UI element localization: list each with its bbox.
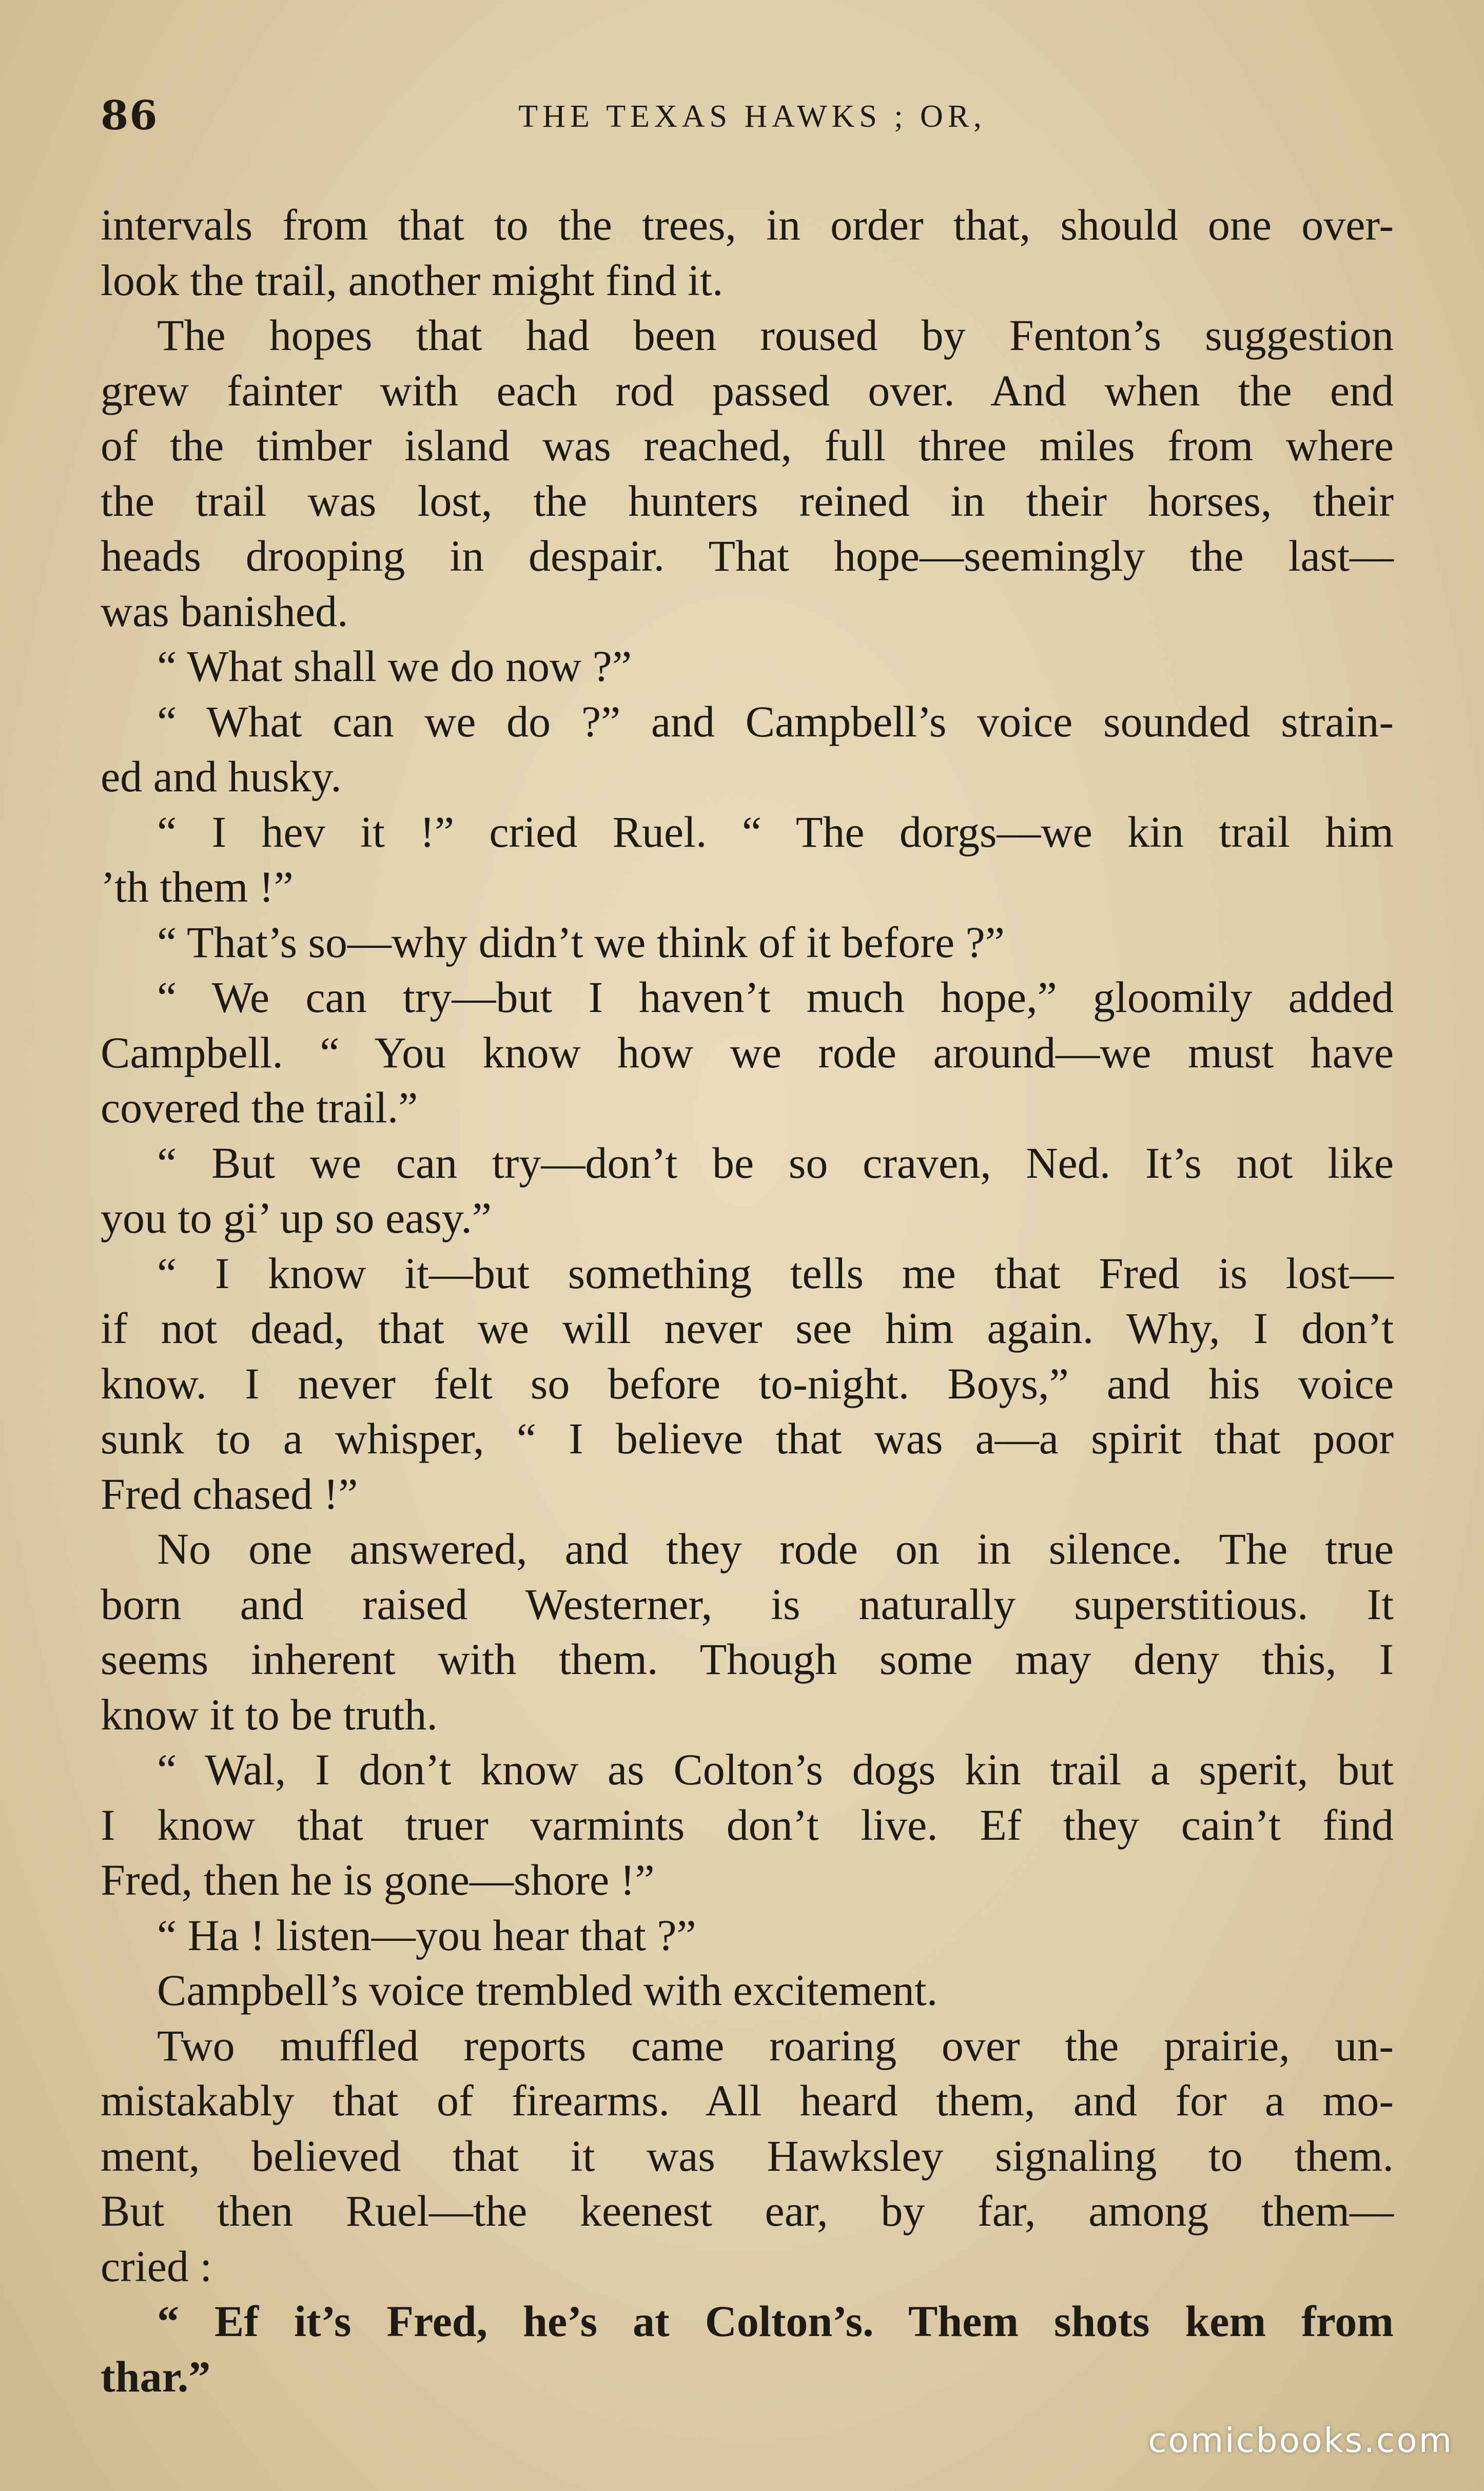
text-line: “ That’s so—why didn’t we think of it before ?”	[157, 917, 1005, 967]
text-line: know it to be truth.	[101, 1689, 438, 1739]
text-line: born and raised Westerner, is naturally superstitious. It	[101, 1579, 1394, 1629]
text-line: seems inherent with them. Though some may deny this, I	[101, 1634, 1394, 1684]
text-line: the trail was lost, the hunters reined in their horses, their	[101, 476, 1394, 526]
text-line: “ But we can try—don’t be so craven, Ned. It’s not like	[157, 1138, 1394, 1188]
text-line: But then Ruel—the keenest ear, by far, among them—	[101, 2186, 1394, 2235]
text-line: “ I know it—but something tells me that Fred is lost—	[157, 1248, 1394, 1298]
text-line: ’th them !”	[101, 862, 294, 911]
text-line: “ I hev it !” cried Ruel. “ The dorgs—we kin trail him	[157, 807, 1394, 857]
running-head: THE TEXAS HAWKS ; OR,	[518, 99, 986, 134]
text-line: know. I never felt so before to-night. Boys,” and his voice	[101, 1358, 1394, 1408]
text-line: Fred chased !”	[101, 1469, 358, 1519]
text-line: ed and husky.	[101, 752, 342, 801]
text-line: mistakably that of firearms. All heard them, and for a mo-	[101, 2076, 1394, 2125]
text-line: The hopes that had been roused by Fenton’s suggestion	[157, 310, 1394, 360]
text-line: grew fainter with each rod passed over. And when the end	[101, 365, 1394, 415]
text-line: “ Ef it’s Fred, he’s at Colton’s. Them shots kem from	[157, 2297, 1394, 2346]
text-line: you to gi’ up so easy.”	[101, 1193, 492, 1242]
page-number: 86	[101, 92, 159, 139]
text-line: “ We can try—but I haven’t much hope,” gloomily added	[157, 972, 1394, 1022]
text-line: sunk to a whisper, “ I believe that was a—a spirit that poor	[101, 1414, 1394, 1463]
text-line: “ Ha ! listen—you hear that ?”	[157, 1910, 696, 1960]
watermark: comicbooks.com	[1148, 2421, 1453, 2460]
text-line: “ What shall we do now ?”	[157, 641, 632, 691]
text-line: if not dead, that we will never see him again. Why, I don’t	[101, 1303, 1394, 1353]
text-line: heads drooping in despair. That hope—seemingly the last—	[101, 531, 1394, 580]
text-line: cried :	[101, 2241, 212, 2291]
text-line: thar.”	[101, 2351, 211, 2401]
text-line: Fred, then he is gone—shore !”	[101, 1855, 655, 1904]
text-line: covered the trail.”	[101, 1083, 418, 1132]
text-line: I know that truer varmints don’t live. Ef they cain’t find	[101, 1800, 1394, 1850]
text-line: “ Wal, I don’t know as Colton’s dogs kin trail a sperit, but	[157, 1745, 1394, 1794]
text-line: look the trail, another might find it.	[101, 255, 724, 305]
text-line: Two muffled reports came roaring over the prairie, un-	[157, 2020, 1394, 2070]
page-header	[101, 82, 1404, 154]
body-text	[101, 198, 1394, 2404]
text-line: No one answered, and they rode on in silence. The true	[157, 1524, 1394, 1573]
text-line: intervals from that to the trees, in order that, should one over-	[101, 200, 1394, 249]
text-line: Campbell. “ You know how we rode around—we must have	[101, 1027, 1394, 1077]
text-line: Campbell’s voice trembled with excitement.	[157, 1965, 938, 2015]
text-line: was banished.	[101, 586, 348, 636]
text-line: of the timber island was reached, full three miles from where	[101, 421, 1394, 470]
text-line: ment, believed that it was Hawksley signaling to them.	[101, 2131, 1394, 2181]
text-line: “ What can we do ?” and Campbell’s voice sounded strain-	[157, 696, 1394, 746]
